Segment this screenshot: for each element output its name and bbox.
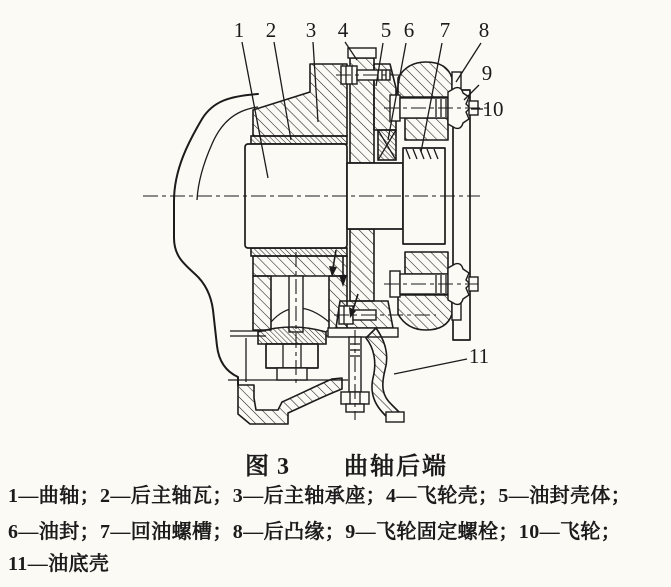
leader-line-11 bbox=[394, 359, 467, 374]
legend-line-3: 11—油底壳 bbox=[8, 553, 110, 575]
callout-number-6: 6 bbox=[403, 18, 415, 42]
oil-pan-stud-bolt bbox=[341, 330, 369, 420]
callout-number-7: 7 bbox=[439, 18, 451, 42]
figure-number: 图 3 bbox=[245, 454, 290, 480]
oil-seal bbox=[378, 130, 396, 160]
housing-skirt bbox=[366, 328, 404, 422]
callout-number-4: 4 bbox=[337, 18, 349, 42]
callout-number-9: 9 bbox=[481, 61, 493, 85]
callout-number-3: 3 bbox=[305, 18, 317, 42]
figure-title: 曲轴后端 bbox=[344, 454, 448, 480]
leader-line-8 bbox=[456, 43, 481, 82]
oil-pan bbox=[238, 378, 342, 424]
rear-main-bearing-seat bbox=[253, 64, 347, 136]
callout-number-8: 8 bbox=[478, 18, 490, 42]
callout-number-10: 10 bbox=[482, 97, 504, 121]
legend-line-1: 1—曲轴；2—后主轴瓦；3—后主轴承座；4—飞轮壳；5—油封壳体； bbox=[8, 485, 632, 507]
callout-number-5: 5 bbox=[380, 18, 392, 42]
callout-number-2: 2 bbox=[265, 18, 277, 42]
callout-number-1: 1 bbox=[233, 18, 245, 42]
callout-number-11: 11 bbox=[468, 344, 490, 368]
legend-line-2: 6—油封；7—回油螺槽；8—后凸缘；9—飞轮固定螺栓；10—飞轮； bbox=[8, 521, 622, 543]
